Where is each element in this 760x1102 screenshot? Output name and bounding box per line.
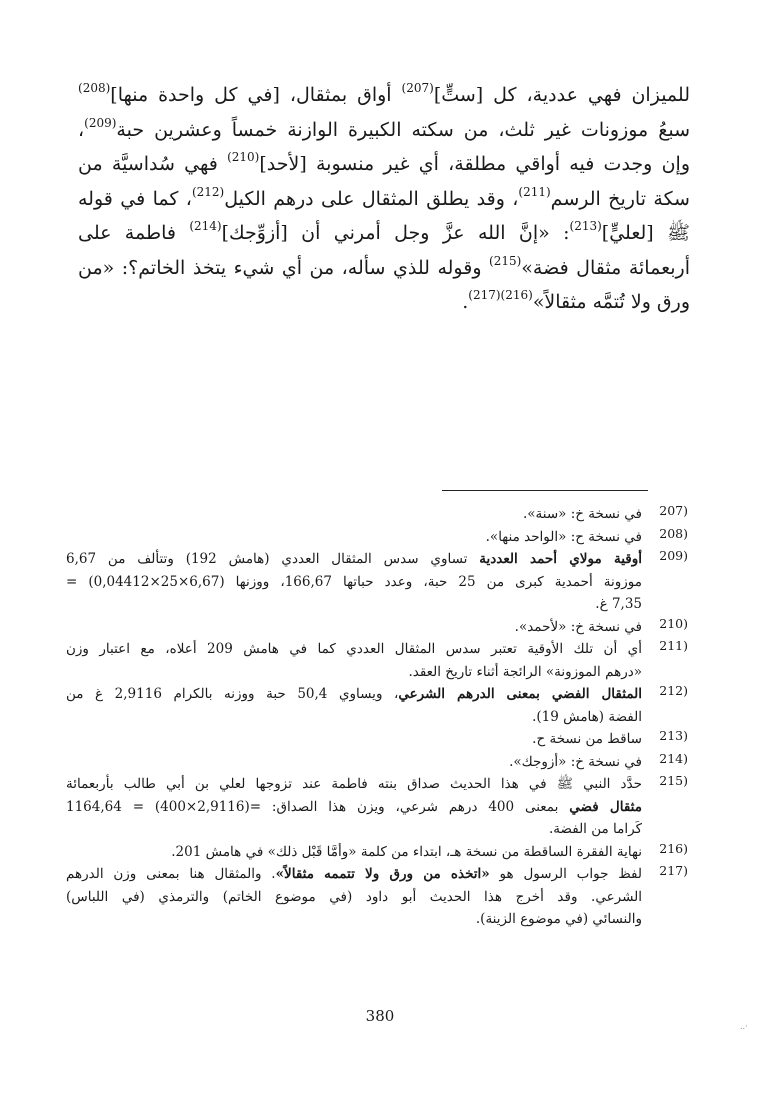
footnote-text-line: 7,35 غ. (595, 596, 642, 612)
footnote-ref-217[interactable]: (217) (468, 288, 501, 302)
footnote-216 (66, 841, 688, 864)
footnote-text-line: لفظ جواب الرسول هو «اتخذه من ورق ولا تتممه مثقالاً». والمثقال هنا بمعنى وزن الدرهم (66, 866, 642, 882)
footnote-ref-214[interactable]: (214) (189, 219, 222, 233)
footnote-text: في نسخة خ: «لأحمد». (514, 618, 642, 635)
footnote-text-line: الفضة (هامش 19). (532, 708, 642, 725)
footnote-number: (214 (659, 750, 688, 766)
footnote-text: في نسخة ح: «الواحد منها». (485, 528, 642, 545)
footnote-text-line: كَراما من الفضة. (549, 821, 642, 837)
footnote-number: (215 (659, 773, 688, 788)
footnote-text-line: موزونة أحمدية كبرى من 25 حبة، وعدد حباتها 166,67، ووزنها (6,67×25×0,04412) = (66, 573, 642, 590)
footnote-text-line: الشرعي. وقد أخرج هذا الحديث أبو داود (في موضوع الخاتم) والترمذي (في اللباس) (66, 888, 642, 905)
footnote-209 (66, 548, 688, 616)
footnote-number: (212 (659, 683, 688, 698)
footnote-217 (66, 863, 688, 931)
footnote-number: (211 (659, 638, 688, 653)
footnote-bold-term: أوقية مولاي أحمد العددية (479, 551, 642, 567)
footnote-number: (213 (659, 728, 688, 743)
footnote-ref-210[interactable]: (210) (227, 150, 260, 164)
footnote-210 (66, 616, 688, 639)
footnote-text-line: «درهم الموزونة» الرائجة أثناء تاريخ العقد. (408, 663, 642, 680)
main-line-2: سبعُ موزونات غير ثلث، من سكته الكبيرة الوازنة خمساً وعشرين حبة$^{(209)}$، (78, 115, 690, 141)
footnote-text-line: أوقية مولاي أحمد العددية تساوي سدس المثقال العددي (هامش 192) وتتألف من 6,67 (66, 551, 642, 567)
main-line-4: سكة تاريخ الرسم$^{(211)}$، وقد يطلق المثقال على درهم الكيل$^{(212)}$، كما في قوله (78, 184, 690, 210)
footnote-bold-term: مثقال فضي (569, 798, 642, 815)
footnote-bold-term: المثقال الفضي بمعنى الدرهم الشرعي (398, 686, 642, 702)
footnote-211 (66, 638, 688, 683)
footnote-text-line: والنسائي (في موضوع الزينة). (475, 911, 642, 927)
footnote-text-line: حدَّد النبي ﷺ في هذا الحديث صداق بنته فاطمة عند تزوجها لعلي بن أبي طالب بأربعمائة (66, 776, 642, 792)
main-line-6: أربعمائة مثقال فضة»$^{(215)}$ وقوله للذي سأله، من أي شيء يتخذ الخاتم؟: «من (78, 253, 690, 279)
footnote-ref-216[interactable]: (216) (500, 288, 533, 302)
scan-speck: ·.. (740, 1022, 748, 1031)
footnote-ref-207[interactable]: (207) (401, 81, 434, 95)
footnote-number: (210 (659, 615, 688, 631)
footnote-208 (66, 526, 688, 549)
footnote-number: (208 (659, 525, 688, 541)
footnote-ref-208[interactable]: (208) (78, 81, 111, 95)
footnote-text: في نسخة خ: «أزوجك». (509, 753, 642, 770)
footnote-number: (209 (659, 548, 688, 563)
footnote-text: في نسخة خ: «سنة». (522, 506, 642, 522)
main-line-3: وإن وجدت فيه أواقي مطلقة، أي غير منسوبة [لأحد]$^{(210)}$ فهي سُداسيَّة من (78, 150, 690, 175)
footnote-text: ساقط من نسخة ح. (532, 731, 642, 747)
footnote-number: (207 (659, 503, 688, 518)
footnote-ref-213[interactable]: (213) (569, 219, 602, 233)
footnote-text-line: مثقال فضي بمعنى 400 درهم شرعي، ويزن هذا الصداق: =(2,9116×400) = 1164,64 (66, 798, 642, 815)
footnote-212 (66, 683, 688, 728)
footnote-ref-209[interactable]: (209) (84, 115, 117, 130)
footnote-number: (217 (659, 863, 688, 878)
page-number: 380 (365, 1007, 395, 1025)
footnote-213 (66, 728, 688, 751)
footnotes-section (66, 503, 688, 931)
main-line-1: للميزان فهي عددية، كل [ستٍّ]$^{(207)}$ أواق بمثقال، [في كل واحدة منها]$^{(208)}$ (78, 81, 690, 106)
footnote-ref-212[interactable]: (212) (191, 184, 225, 199)
footnote-text: نهاية الفقرة الساقطة من نسخة هـ، ابتداء من كلمة «وأمَّا قَبْل ذلك» في هامش 201. (171, 843, 642, 860)
footnote-separator (442, 490, 648, 491)
footnote-215 (66, 773, 688, 841)
footnote-number: (216 (659, 840, 688, 856)
footnote-text-line: أي أن تلك الأوقية تعتبر سدس المثقال العددي كما في هامش 209 أعلاه، مع اعتبار وزن (66, 641, 642, 657)
main-line-7: ورق ولا تُتمَّه مثقالاً»$^{(216)(217)}$. (462, 288, 690, 313)
footnote-ref-211[interactable]: (211) (518, 184, 551, 199)
footnote-bold-term: «اتخذه من ورق ولا تتممه مثقالاً» (275, 866, 490, 882)
footnote-text-line: المثقال الفضي بمعنى الدرهم الشرعي، ويساوي 50,4 حبة ووزنه بالكرام 2,9116 غ من (66, 686, 642, 702)
footnote-ref-215[interactable]: (215) (489, 253, 522, 268)
main-line-5: ﷺ [لعليٍّ]$^{(213)}$: «إنَّ الله عزَّ وجل أمرني أن [أزوِّجك]$^{(214)}$ فاطمة على (78, 219, 690, 244)
footnote-214 (66, 751, 688, 774)
footnote-207 (66, 503, 688, 526)
main-paragraph (78, 78, 690, 320)
